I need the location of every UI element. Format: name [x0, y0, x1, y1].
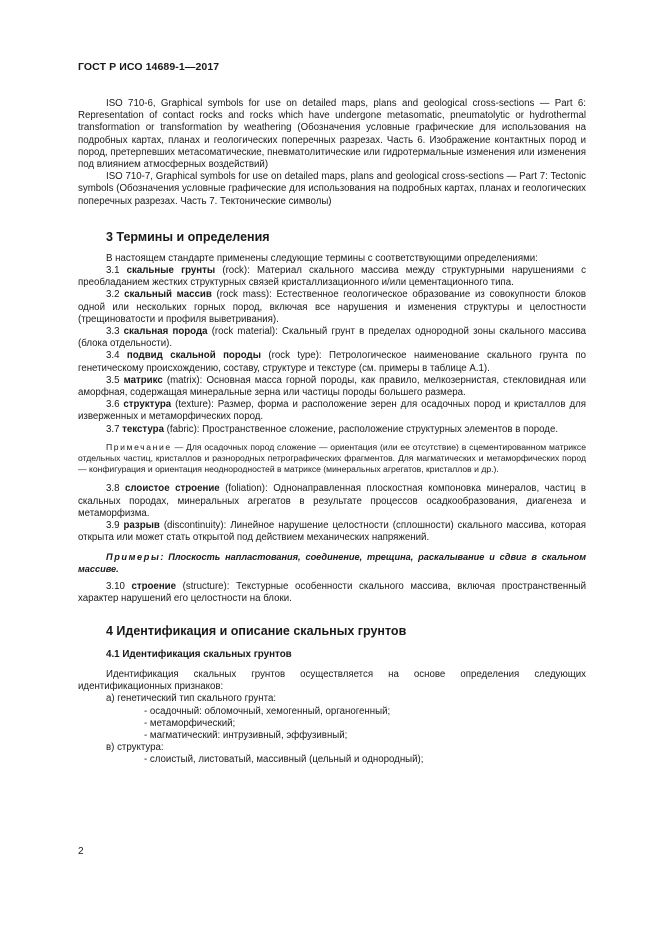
normative-references: [78, 98, 586, 208]
term-3-4: 3.4 подвид скальной породы (rock type): Петрологическое наименование скального грунта по генетическому происхождению, составу, структуре и текстуре (см. примеры в таблице А.1).: [78, 350, 586, 374]
section-4-title: 4 Идентификация и описание скальных грунтов: [106, 623, 407, 638]
list-subitem-a3: - магматический: интрузивный, эффузивный;: [144, 729, 348, 741]
section-3-title: 3 Термины и определения: [106, 229, 270, 244]
note-3-7: Примечание — Для осадочных пород сложение — ориентация (или ее отсутствие) в сцементированном матриксе отдельных частиц, кристаллов и разнородных петрографических фрагментов. Для магматических и метаморфических пород — конфигурация и ориентация неоднородностей в матриксе (минеральных агрегатов, кристаллов и др.).: [78, 441, 586, 475]
term-3-3: 3.3 скальная порода (rock material): Скальный грунт в пределах однородной зоны скального массива (блока отдельности).: [78, 326, 586, 350]
term-3-9: 3.9 разрыв (discontinuity): Линейное нарушение целостности (сплошности) скального массива, которая открыта или может стать открытой под действием механических напряжений.: [78, 520, 586, 544]
term-3-1: 3.1 скальные грунты (rock): Материал скального массива между структурными нарушениями с преобладанием жестких структурных связей кристаллизационного и/или цементационного типа.: [78, 265, 586, 289]
section-3-intro: В настоящем стандарте применены следующие термины с соответствующими определениями:: [106, 252, 538, 264]
term-3-10: 3.10 строение (structure): Текстурные особенности скального массива, включая пространственный характер нарушений его целостности на блоки.: [78, 580, 586, 604]
term-3-6: 3.6 структура (texture): Размер, форма и расположение зерен для осадочных пород и кристаллов для изверженных и метаморфических пород.: [78, 399, 586, 423]
term-3-7: 3.7 текстура (fabric): Пространственное сложение, расположение структурных элементов в породе.: [106, 423, 559, 435]
reference-iso-710-6: ISO 710-6, Graphical symbols for use on detailed maps, plans and geological cross-sections — Part 6: Representation of contact rocks and rocks which have undergone metasomatic, pneumatolytic or hydrothermal transformation or transformation by weathering (Обозначения условные графические для использования на подробных картах, планах и геологических поперечных разрезах. Часть 6. Изображение контактных пород и пород, претерпевших метасоматические, пневматолитические или гидротермальные изменения или изменения под влиянием атмосферных воздействий): [78, 98, 586, 171]
term-3-2: 3.2 скальный массив (rock mass): Естественное геологическое образование из совокупности блоков одной или нескольких горных пород, включая все нарушения и изменения структуры и целостности (трещиноватости и профиля выветривания).: [78, 289, 586, 325]
list-subitem-a1: - осадочный: обломочный, хемогенный, органогенный;: [144, 705, 391, 717]
page-number: 2: [78, 846, 84, 857]
term-3-8: 3.8 слоистое строение (foliation): Однонаправленная плоскостная компоновка минералов, частиц в скальных породах, минеральных агрегатов в результате процессов осадкообразования, диагенеза и метаморфизма.: [78, 483, 586, 519]
subsection-4-1-title: 4.1 Идентификация скальных грунтов: [106, 648, 292, 660]
list-item-b: в) структура:: [106, 742, 164, 754]
reference-iso-710-7: ISO 710-7, Graphical symbols for use on detailed maps, plans and geological cross-sections — Part 7: Tectonic symbols (Обозначения условные графические для использования на подробных картах, планах и геологических поперечных разрезах. Часть 7. Тектонические символы): [78, 171, 586, 207]
list-subitem-b1: - слоистый, листоватый, массивный (цельный и однородный);: [144, 754, 424, 766]
document-header: ГОСТ Р ИСО 14689-1—2017: [78, 61, 220, 73]
document-body: [78, 98, 586, 767]
section-4-1-intro: Идентификация скальных грунтов осуществляется на основе определения следующих идентификационных признаков:: [78, 668, 586, 693]
list-item-a: а) генетический тип скального грунта:: [106, 693, 277, 705]
examples-3-9: Примеры: Плоскость напластования, соединение, трещина, раскалывание и сдвиг в скальном массиве.: [78, 551, 586, 574]
list-subitem-a2: - метаморфический;: [144, 717, 236, 729]
term-3-5: 3.5 матрикс (matrix): Основная масса горной породы, как правило, мелкозернистая, стекловидная или аморфная, содержащая минеральные зерна или частицы породы большего размера.: [78, 374, 586, 399]
